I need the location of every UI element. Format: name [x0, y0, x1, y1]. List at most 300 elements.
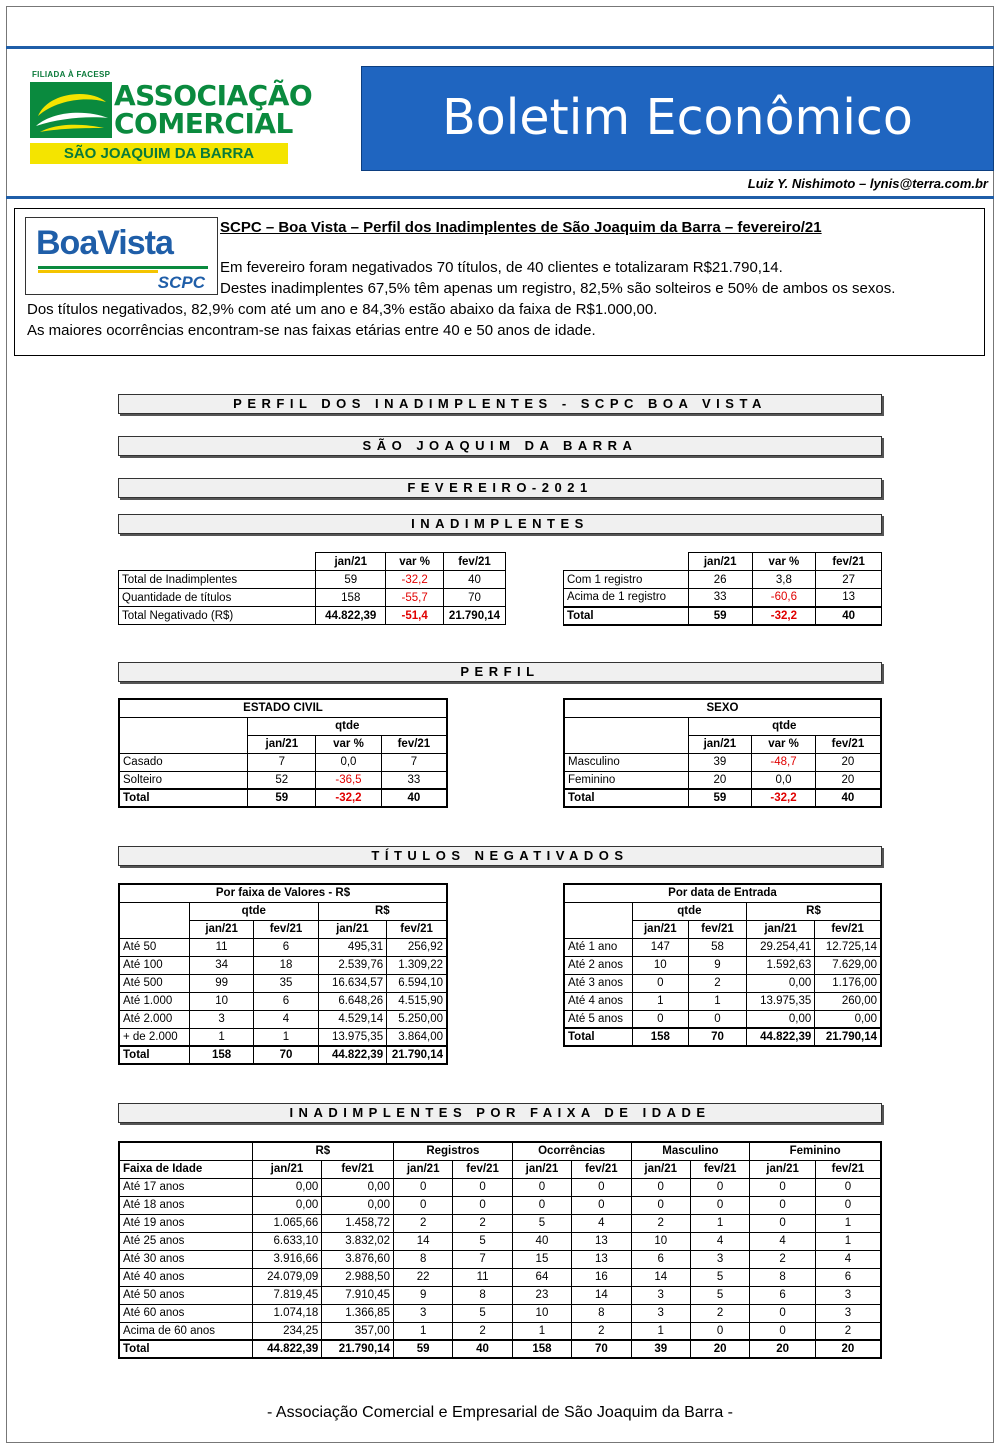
cell-value: 1	[815, 1232, 881, 1250]
cell-fev: 40	[444, 571, 506, 589]
table-row	[119, 992, 447, 1010]
data-entrada-title: Por data de Entrada	[564, 884, 881, 902]
row-label: Feminino	[564, 771, 688, 789]
cell-fev: 40	[816, 607, 882, 625]
row-label: Até 30 anos	[119, 1250, 252, 1268]
cell-value: 0	[750, 1196, 816, 1214]
cell-value: 7.819,45	[252, 1286, 322, 1304]
bar-perfil: PERFIL	[118, 662, 882, 682]
cell-value: 39	[631, 1340, 690, 1358]
cell-value: 0	[572, 1178, 631, 1196]
col-fev: fev/21	[815, 1160, 881, 1178]
cell-value: 0	[690, 1196, 749, 1214]
table-row	[119, 1286, 881, 1304]
cell-fev: 70	[444, 589, 506, 607]
cell-qtde-jan: 34	[189, 956, 253, 974]
col-jan: jan/21	[252, 1160, 322, 1178]
cell-qtde-jan: 10	[189, 992, 253, 1010]
table-row	[119, 789, 447, 807]
cell-qtde-jan: 158	[632, 1028, 688, 1046]
cell-qtde-jan: 10	[632, 956, 688, 974]
cell-value: 16	[572, 1268, 631, 1286]
cell-jan: 59	[688, 607, 752, 625]
cell-rs-jan: 29.254,41	[747, 938, 815, 956]
cell-qtde-fev: 58	[688, 938, 746, 956]
cell-qtde-fev: 70	[254, 1046, 318, 1064]
cell-qtde-fev: 2	[688, 974, 746, 992]
cell-rs-fev: 6.594,10	[387, 974, 447, 992]
group-header: Ocorrências	[512, 1142, 631, 1160]
row-label: Até 18 anos	[119, 1196, 252, 1214]
cell-value: 1.366,85	[322, 1304, 394, 1322]
cell-rs-jan: 2.539,76	[318, 956, 386, 974]
table-row	[564, 571, 882, 589]
bar-inadimplentes: INADIMPLENTES	[118, 514, 882, 534]
cell-jan: 39	[688, 753, 752, 771]
row-label: Até 5 anos	[564, 1010, 632, 1028]
row-label: Até 60 anos	[119, 1304, 252, 1322]
cell-qtde-fev: 70	[688, 1028, 746, 1046]
cell-rs-fev: 1.176,00	[815, 974, 881, 992]
table-inadimplentes-registros	[563, 552, 882, 626]
cell-fev: 21.790,14	[444, 607, 506, 625]
table-row	[564, 974, 881, 992]
cell-value: 6	[750, 1286, 816, 1304]
cell-jan: 158	[316, 589, 386, 607]
row-label: Até 19 anos	[119, 1214, 252, 1232]
cell-value: 158	[512, 1340, 571, 1358]
row-label: Total de Inadimplentes	[119, 571, 316, 589]
table-row	[119, 771, 447, 789]
cell-fev: 27	[816, 571, 882, 589]
cell-value: 14	[631, 1268, 690, 1286]
cell-value: 2	[453, 1322, 512, 1340]
table-row	[119, 1028, 447, 1046]
cell-jan: 20	[688, 771, 752, 789]
group-header: Feminino	[750, 1142, 881, 1160]
cell-value: 2	[453, 1214, 512, 1232]
cell-rs-jan: 44.822,39	[747, 1028, 815, 1046]
cell-value: 6.633,10	[252, 1232, 322, 1250]
table-faixa-idade	[118, 1141, 882, 1359]
col-rs: R$	[747, 902, 881, 920]
table-row	[119, 1304, 881, 1322]
cell-rs-jan: 16.634,57	[318, 974, 386, 992]
cell-qtde-fev: 1	[254, 1028, 318, 1046]
cell-value: 13	[572, 1250, 631, 1268]
cell-var: 0,0	[316, 753, 382, 771]
page-title: Boletim Econômico	[361, 66, 994, 171]
cell-value: 59	[393, 1340, 452, 1358]
cell-value: 8	[453, 1286, 512, 1304]
cell-value: 40	[453, 1340, 512, 1358]
bar-faixa-idade: INADIMPLENTES POR FAIXA DE IDADE	[118, 1103, 882, 1123]
cell-qtde-jan: 147	[632, 938, 688, 956]
cell-jan: 59	[688, 789, 752, 807]
cell-value: 4	[750, 1232, 816, 1250]
col-qtde: qtde	[688, 717, 881, 735]
col-fev: fev/21	[444, 553, 506, 571]
cell-value: 0,00	[252, 1178, 322, 1196]
cell-value: 20	[690, 1340, 749, 1358]
cell-value: 0	[631, 1196, 690, 1214]
cell-value: 2	[690, 1304, 749, 1322]
cell-value: 2	[572, 1322, 631, 1340]
row-label: Total	[119, 789, 248, 807]
cell-value: 0	[393, 1196, 452, 1214]
logo-city-bar: SÃO JOAQUIM DA BARRA	[30, 143, 288, 164]
col-jan: jan/21	[316, 553, 386, 571]
cell-rs-fev: 3.864,00	[387, 1028, 447, 1046]
table-row	[119, 589, 506, 607]
cell-value: 22	[393, 1268, 452, 1286]
col-jan: jan/21	[248, 735, 316, 753]
intro-paragraph-3: Dos títulos negativados, 82,9% com até um ano e 84,3% estão abaixo da faixa de R$1.000,00.	[27, 301, 658, 318]
col-fev: fev/21	[815, 920, 881, 938]
cell-value: 3	[815, 1304, 881, 1322]
row-label: Até 500	[119, 974, 189, 992]
cell-var: -55,7	[386, 589, 444, 607]
row-label: Até 100	[119, 956, 189, 974]
footer-text: - Associação Comercial e Empresarial de São Joaquim da Barra -	[267, 1404, 733, 1421]
row-label: Casado	[119, 753, 248, 771]
table-row	[119, 1340, 881, 1358]
col-fev: fev/21	[690, 1160, 749, 1178]
cell-var: -51,4	[386, 607, 444, 625]
cell-value: 70	[572, 1340, 631, 1358]
cell-qtde-fev: 18	[254, 956, 318, 974]
cell-fev: 40	[381, 789, 447, 807]
table-row	[564, 771, 881, 789]
estado-civil-title: ESTADO CIVIL	[119, 699, 447, 717]
table-row	[119, 1178, 881, 1196]
col-fev: fev/21	[815, 735, 881, 753]
cell-value: 20	[815, 1340, 881, 1358]
cell-value: 0	[750, 1304, 816, 1322]
cell-value: 7.910,45	[322, 1286, 394, 1304]
cell-var: 0,0	[752, 771, 816, 789]
cell-value: 3.916,66	[252, 1250, 322, 1268]
logo-line1: ASSOCIAÇÃO	[114, 79, 313, 112]
cell-rs-jan: 44.822,39	[318, 1046, 386, 1064]
cell-value: 0,00	[252, 1196, 322, 1214]
cell-rs-jan: 1.592,63	[747, 956, 815, 974]
cell-value: 1.065,66	[252, 1214, 322, 1232]
cell-var: 3,8	[752, 571, 816, 589]
cell-value: 3	[631, 1286, 690, 1304]
cell-value: 0	[750, 1214, 816, 1232]
col-jan: jan/21	[393, 1160, 452, 1178]
cell-rs-fev: 0,00	[815, 1010, 881, 1028]
table-row	[119, 1232, 881, 1250]
cell-value: 5	[690, 1268, 749, 1286]
col-fev: fev/21	[381, 735, 447, 753]
cell-value: 14	[572, 1286, 631, 1304]
cell-value: 2	[631, 1214, 690, 1232]
cell-value: 0	[453, 1196, 512, 1214]
cell-value: 1.074,18	[252, 1304, 322, 1322]
table-row	[119, 1010, 447, 1028]
cell-value: 40	[512, 1232, 571, 1250]
intro-paragraph-2: Destes inadimplentes 67,5% têm apenas um registro, 82,5% são solteiros e 50% de ambos os sexos.	[220, 280, 896, 297]
row-label: Até 2.000	[119, 1010, 189, 1028]
table-row	[119, 956, 447, 974]
cell-value: 44.822,39	[252, 1340, 322, 1358]
cell-rs-fev: 256,92	[387, 938, 447, 956]
table-row	[564, 1010, 881, 1028]
author-line: Luiz Y. Nishimoto – lynis@terra.com.br	[747, 176, 988, 191]
col-var: var %	[752, 553, 816, 571]
col-fev: fev/21	[254, 920, 318, 938]
cell-value: 4	[690, 1232, 749, 1250]
row-label: Com 1 registro	[564, 571, 689, 589]
cell-jan: 33	[688, 589, 752, 607]
cell-qtde-fev: 4	[254, 1010, 318, 1028]
group-header: Registros	[393, 1142, 512, 1160]
col-fev: fev/21	[816, 553, 882, 571]
cell-qtde-jan: 158	[189, 1046, 253, 1064]
cell-rs-jan: 4.529,14	[318, 1010, 386, 1028]
cell-var: -32,2	[752, 607, 816, 625]
cell-value: 1.458,72	[322, 1214, 394, 1232]
col-var: var %	[752, 735, 816, 753]
cell-qtde-jan: 1	[632, 992, 688, 1010]
cell-value: 0	[572, 1196, 631, 1214]
cell-value: 5	[512, 1214, 571, 1232]
cell-rs-fev: 4.515,90	[387, 992, 447, 1010]
cell-value: 24.079,09	[252, 1268, 322, 1286]
intro-paragraph-1: Em fevereiro foram negativados 70 títulos, de 40 clientes e totalizaram R$21.790,14.	[220, 259, 783, 276]
cell-value: 6	[631, 1250, 690, 1268]
table-row	[564, 789, 881, 807]
cell-value: 0	[453, 1178, 512, 1196]
cell-value: 0	[393, 1178, 452, 1196]
cell-value: 8	[750, 1268, 816, 1286]
row-label: Até 50	[119, 938, 189, 956]
cell-value: 2	[750, 1250, 816, 1268]
row-label: Total	[119, 1046, 189, 1064]
cell-value: 1	[690, 1214, 749, 1232]
cell-value: 0	[690, 1322, 749, 1340]
cell-value: 4	[815, 1250, 881, 1268]
row-label: Até 1.000	[119, 992, 189, 1010]
cell-value: 5	[453, 1232, 512, 1250]
cell-qtde-jan: 0	[632, 1010, 688, 1028]
col-fev: fev/21	[322, 1160, 394, 1178]
col-jan: jan/21	[189, 920, 253, 938]
cell-qtde-jan: 99	[189, 974, 253, 992]
logo-filiada-text: FILIADA À FACESP	[32, 70, 111, 79]
intro-paragraph-4: As maiores ocorrências encontram-se nas faixas etárias entre 40 e 50 anos de idade.	[27, 322, 596, 339]
cell-value: 234,25	[252, 1322, 322, 1340]
intro-title: SCPC – Boa Vista – Perfil dos Inadimplentes de São Joaquim da Barra – fevereiro/21	[220, 219, 822, 236]
table-faixa-valores	[118, 883, 448, 1065]
group-header: Masculino	[631, 1142, 750, 1160]
cell-qtde-fev: 9	[688, 956, 746, 974]
cell-value: 0	[815, 1196, 881, 1214]
table-inadimplentes-totais	[118, 552, 506, 625]
col-jan: jan/21	[688, 553, 752, 571]
cell-var: -36,5	[316, 771, 382, 789]
row-label: Até 2 anos	[564, 956, 632, 974]
row-label: Até 50 anos	[119, 1286, 252, 1304]
cell-rs-jan: 0,00	[747, 1010, 815, 1028]
cell-jan: 26	[688, 571, 752, 589]
cell-value: 3.832,02	[322, 1232, 394, 1250]
cell-value: 5	[453, 1304, 512, 1322]
cell-value: 0	[750, 1322, 816, 1340]
bar-titulos: TÍTULOS NEGATIVADOS	[118, 846, 882, 866]
col-qtde: qtde	[248, 717, 447, 735]
bar-cidade: SÃO JOAQUIM DA BARRA	[118, 436, 882, 456]
cell-rs-fev: 260,00	[815, 992, 881, 1010]
cell-qtde-fev: 35	[254, 974, 318, 992]
cell-value: 3	[631, 1304, 690, 1322]
cell-rs-fev: 7.629,00	[815, 956, 881, 974]
table-estado-civil	[118, 698, 448, 808]
cell-value: 0,00	[322, 1178, 394, 1196]
cell-rs-jan: 13.975,35	[318, 1028, 386, 1046]
cell-value: 0	[631, 1178, 690, 1196]
table-row	[564, 956, 881, 974]
faixa-valores-title: Por faixa de Valores - R$	[119, 884, 447, 902]
cell-value: 3	[815, 1286, 881, 1304]
cell-value: 14	[393, 1232, 452, 1250]
sexo-title: SEXO	[564, 699, 881, 717]
col-fev: fev/21	[572, 1160, 631, 1178]
col-jan: jan/21	[631, 1160, 690, 1178]
cell-value: 0	[815, 1178, 881, 1196]
row-label: Até 3 anos	[564, 974, 632, 992]
row-label: Solteiro	[119, 771, 248, 789]
row-label: Total	[564, 607, 689, 625]
boavista-word: BoaVista	[36, 224, 173, 262]
intro-box	[14, 208, 985, 356]
table-row	[119, 1214, 881, 1232]
cell-var: -32,2	[386, 571, 444, 589]
cell-rs-jan: 495,31	[318, 938, 386, 956]
table-row	[119, 1322, 881, 1340]
cell-value: 3	[690, 1250, 749, 1268]
cell-value: 0,00	[322, 1196, 394, 1214]
cell-qtde-jan: 3	[189, 1010, 253, 1028]
row-label: Até 40 anos	[119, 1268, 252, 1286]
col-rs: R$	[318, 902, 447, 920]
cell-fev: 20	[815, 771, 881, 789]
cell-jan: 59	[316, 571, 386, 589]
table-row	[119, 938, 447, 956]
cell-var: -60,6	[752, 589, 816, 607]
cell-qtde-fev: 0	[688, 1010, 746, 1028]
cell-value: 6	[815, 1268, 881, 1286]
col-var: var %	[316, 735, 382, 753]
cell-jan: 44.822,39	[316, 607, 386, 625]
cell-jan: 59	[248, 789, 316, 807]
cell-qtde-fev: 1	[688, 992, 746, 1010]
col-jan: jan/21	[632, 920, 688, 938]
cell-rs-jan: 6.648,26	[318, 992, 386, 1010]
table-row	[119, 1268, 881, 1286]
table-row	[564, 589, 882, 607]
top-rule	[6, 46, 994, 49]
table-row	[564, 938, 881, 956]
row-label: Até 25 anos	[119, 1232, 252, 1250]
table-row	[119, 607, 506, 625]
cell-value: 1	[512, 1322, 571, 1340]
table-row	[119, 571, 506, 589]
cell-jan: 52	[248, 771, 316, 789]
cell-value: 1	[393, 1322, 452, 1340]
table-row	[119, 1250, 881, 1268]
row-label: Total	[564, 1028, 632, 1046]
col-jan: jan/21	[747, 920, 815, 938]
cell-value: 8	[572, 1304, 631, 1322]
cell-value: 10	[631, 1232, 690, 1250]
row-label: Acima de 60 anos	[119, 1322, 252, 1340]
bar-mes: FEVEREIRO-2021	[118, 478, 882, 498]
cell-jan: 7	[248, 753, 316, 771]
cell-value: 0	[512, 1196, 571, 1214]
cell-qtde-fev: 6	[254, 938, 318, 956]
row-label: + de 2.000	[119, 1028, 189, 1046]
cell-fev: 13	[816, 589, 882, 607]
col-qtde: qtde	[632, 902, 746, 920]
cell-value: 0	[750, 1178, 816, 1196]
col-fev: fev/21	[688, 920, 746, 938]
boavista-logo	[25, 217, 218, 295]
bar-perfil-inadimplentes: PERFIL DOS INADIMPLENTES - SCPC BOA VISTA	[118, 394, 882, 414]
cell-fev: 7	[381, 753, 447, 771]
cell-value: 3	[393, 1304, 452, 1322]
logo-mark-icon	[30, 82, 112, 138]
cell-value: 15	[512, 1250, 571, 1268]
col-fev: fev/21	[387, 920, 447, 938]
table-row	[119, 1046, 447, 1064]
cell-rs-jan: 0,00	[747, 974, 815, 992]
col-jan: jan/21	[688, 735, 752, 753]
cell-qtde-jan: 11	[189, 938, 253, 956]
row-label: Até 17 anos	[119, 1178, 252, 1196]
cell-value: 64	[512, 1268, 571, 1286]
row-label: Total	[564, 789, 688, 807]
table-row	[119, 1196, 881, 1214]
col-fev: fev/21	[453, 1160, 512, 1178]
table-row	[564, 607, 882, 625]
cell-value: 2	[393, 1214, 452, 1232]
cell-value: 1	[815, 1214, 881, 1232]
cell-rs-fev: 12.725,14	[815, 938, 881, 956]
row-label: Acima de 1 registro	[564, 589, 689, 607]
cell-rs-fev: 5.250,00	[387, 1010, 447, 1028]
group-header: R$	[252, 1142, 393, 1160]
table-sexo	[563, 698, 882, 808]
cell-rs-fev: 21.790,14	[815, 1028, 881, 1046]
cell-value: 8	[393, 1250, 452, 1268]
table-row	[564, 992, 881, 1010]
cell-value: 21.790,14	[322, 1340, 394, 1358]
logo-line2: COMERCIAL	[114, 107, 293, 140]
table-row	[119, 753, 447, 771]
cell-var: -32,2	[316, 789, 382, 807]
table-row	[564, 1028, 881, 1046]
cell-value: 23	[512, 1286, 571, 1304]
cell-value: 2.988,50	[322, 1268, 394, 1286]
cell-var: -32,2	[752, 789, 816, 807]
col-faixa-idade: Faixa de Idade	[119, 1160, 252, 1178]
cell-value: 5	[690, 1286, 749, 1304]
cell-value: 9	[393, 1286, 452, 1304]
table-data-entrada	[563, 883, 882, 1047]
